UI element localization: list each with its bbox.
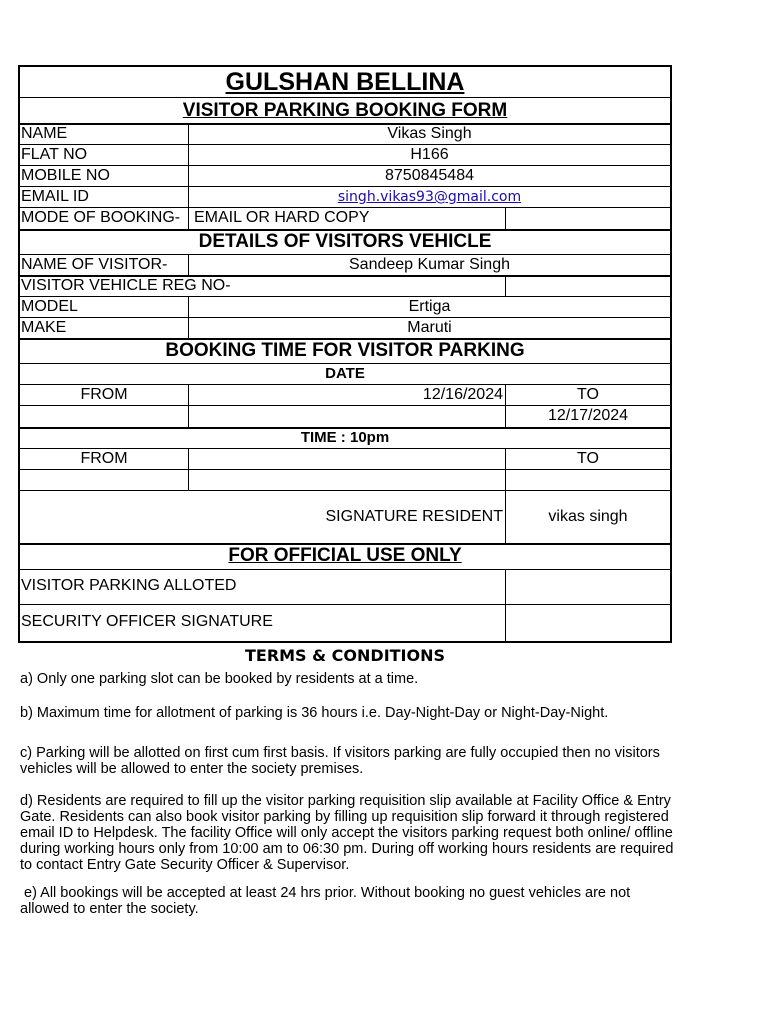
col-divider bbox=[505, 275, 506, 296]
page-title: GULSHAN BELLINA bbox=[225, 68, 465, 96]
name-value[interactable]: Vikas Singh bbox=[387, 125, 472, 142]
official-heading: FOR OFFICIAL USE ONLY bbox=[228, 545, 462, 566]
model-value[interactable]: Ertiga bbox=[408, 298, 451, 315]
visitor-name-label: NAME OF VISITOR- bbox=[21, 256, 168, 273]
to-date-value[interactable]: 12/17/2024 bbox=[547, 407, 629, 424]
from-time-label: FROM bbox=[80, 450, 128, 467]
row-divider bbox=[20, 604, 670, 605]
make-label: MAKE bbox=[21, 319, 67, 336]
flat-label: FLAT NO bbox=[21, 146, 88, 163]
mobile-label: MOBILE NO bbox=[21, 167, 110, 184]
term-e: e) All bookings will be accepted at least 24 hrs prior. Without booking no guest vehicles are not allowed to enter the society. bbox=[20, 885, 635, 917]
mode-label: MODE OF BOOKING- bbox=[21, 209, 181, 226]
row-divider bbox=[20, 97, 670, 98]
form-title: VISITOR PARKING BOOKING FORM bbox=[182, 100, 508, 121]
time-heading: TIME : 10pm bbox=[300, 429, 390, 446]
row-divider bbox=[20, 490, 670, 491]
from-date-value[interactable]: 12/16/2024 bbox=[422, 386, 503, 403]
term-b: b) Maximum time for allotment of parking is 36 hours i.e. Day-Night-Day or Night-Day-Night. bbox=[20, 705, 609, 721]
parking-alloted-label: VISITOR PARKING ALLOTED bbox=[21, 577, 237, 594]
to-time-label: TO bbox=[577, 450, 599, 467]
visitor-name-value[interactable]: Sandeep Kumar Singh bbox=[349, 256, 510, 273]
term-d: d) Residents are required to fill up the visitor parking requisition slip available at Facility Office & Entry Gate. Residents can also book visitor parking by filling up requisition slip forward it through registered email ID to Helpdesk. The facility Office will only accept the visitors parking request both online/ offline during working hours only from 10:00 am to 06:30 pm. During off working hours residents are required to contact Entry Gate Security Officer & Supervisor. bbox=[20, 793, 674, 873]
term-a: a) Only one parking slot can be booked by residents at a time. bbox=[20, 671, 419, 687]
from-date-label: FROM bbox=[80, 386, 128, 403]
name-label: NAME bbox=[21, 125, 68, 142]
col-divider bbox=[188, 448, 189, 490]
model-label: MODEL bbox=[21, 298, 78, 315]
signature-resident-value[interactable]: vikas singh bbox=[548, 508, 628, 525]
make-value[interactable]: Maruti bbox=[407, 319, 452, 336]
mobile-value[interactable]: 8750845484 bbox=[385, 167, 474, 184]
flat-value[interactable]: H166 bbox=[410, 146, 449, 163]
email-label: EMAIL ID bbox=[21, 188, 89, 205]
col-divider bbox=[505, 569, 506, 643]
mode-value[interactable]: EMAIL OR HARD COPY bbox=[194, 209, 370, 226]
col-divider bbox=[505, 207, 506, 229]
date-heading: DATE bbox=[325, 365, 365, 382]
booking-heading: BOOKING TIME FOR VISITOR PARKING bbox=[165, 340, 525, 361]
booking-form bbox=[18, 65, 672, 643]
row-divider bbox=[20, 469, 670, 470]
email-link[interactable]: singh.vikas93@gmail.com bbox=[337, 189, 522, 205]
vehicle-heading: DETAILS OF VISITORS VEHICLE bbox=[198, 231, 492, 252]
vehicle-reg-label: VISITOR VEHICLE REG NO- bbox=[21, 277, 231, 294]
row-divider bbox=[20, 569, 670, 570]
officer-signature-label: SECURITY OFFICER SIGNATURE bbox=[21, 613, 273, 630]
col-divider bbox=[188, 207, 189, 229]
term-c: c) Parking will be allotted on first cum first basis. If visitors parking are fully occupied then no visitors vehicles will be allowed to enter the society premises. bbox=[20, 745, 660, 777]
terms-title: TERMS & CONDITIONS bbox=[244, 646, 446, 665]
signature-resident-label: SIGNATURE RESIDENT bbox=[325, 508, 503, 525]
to-date-label: TO bbox=[577, 386, 599, 403]
